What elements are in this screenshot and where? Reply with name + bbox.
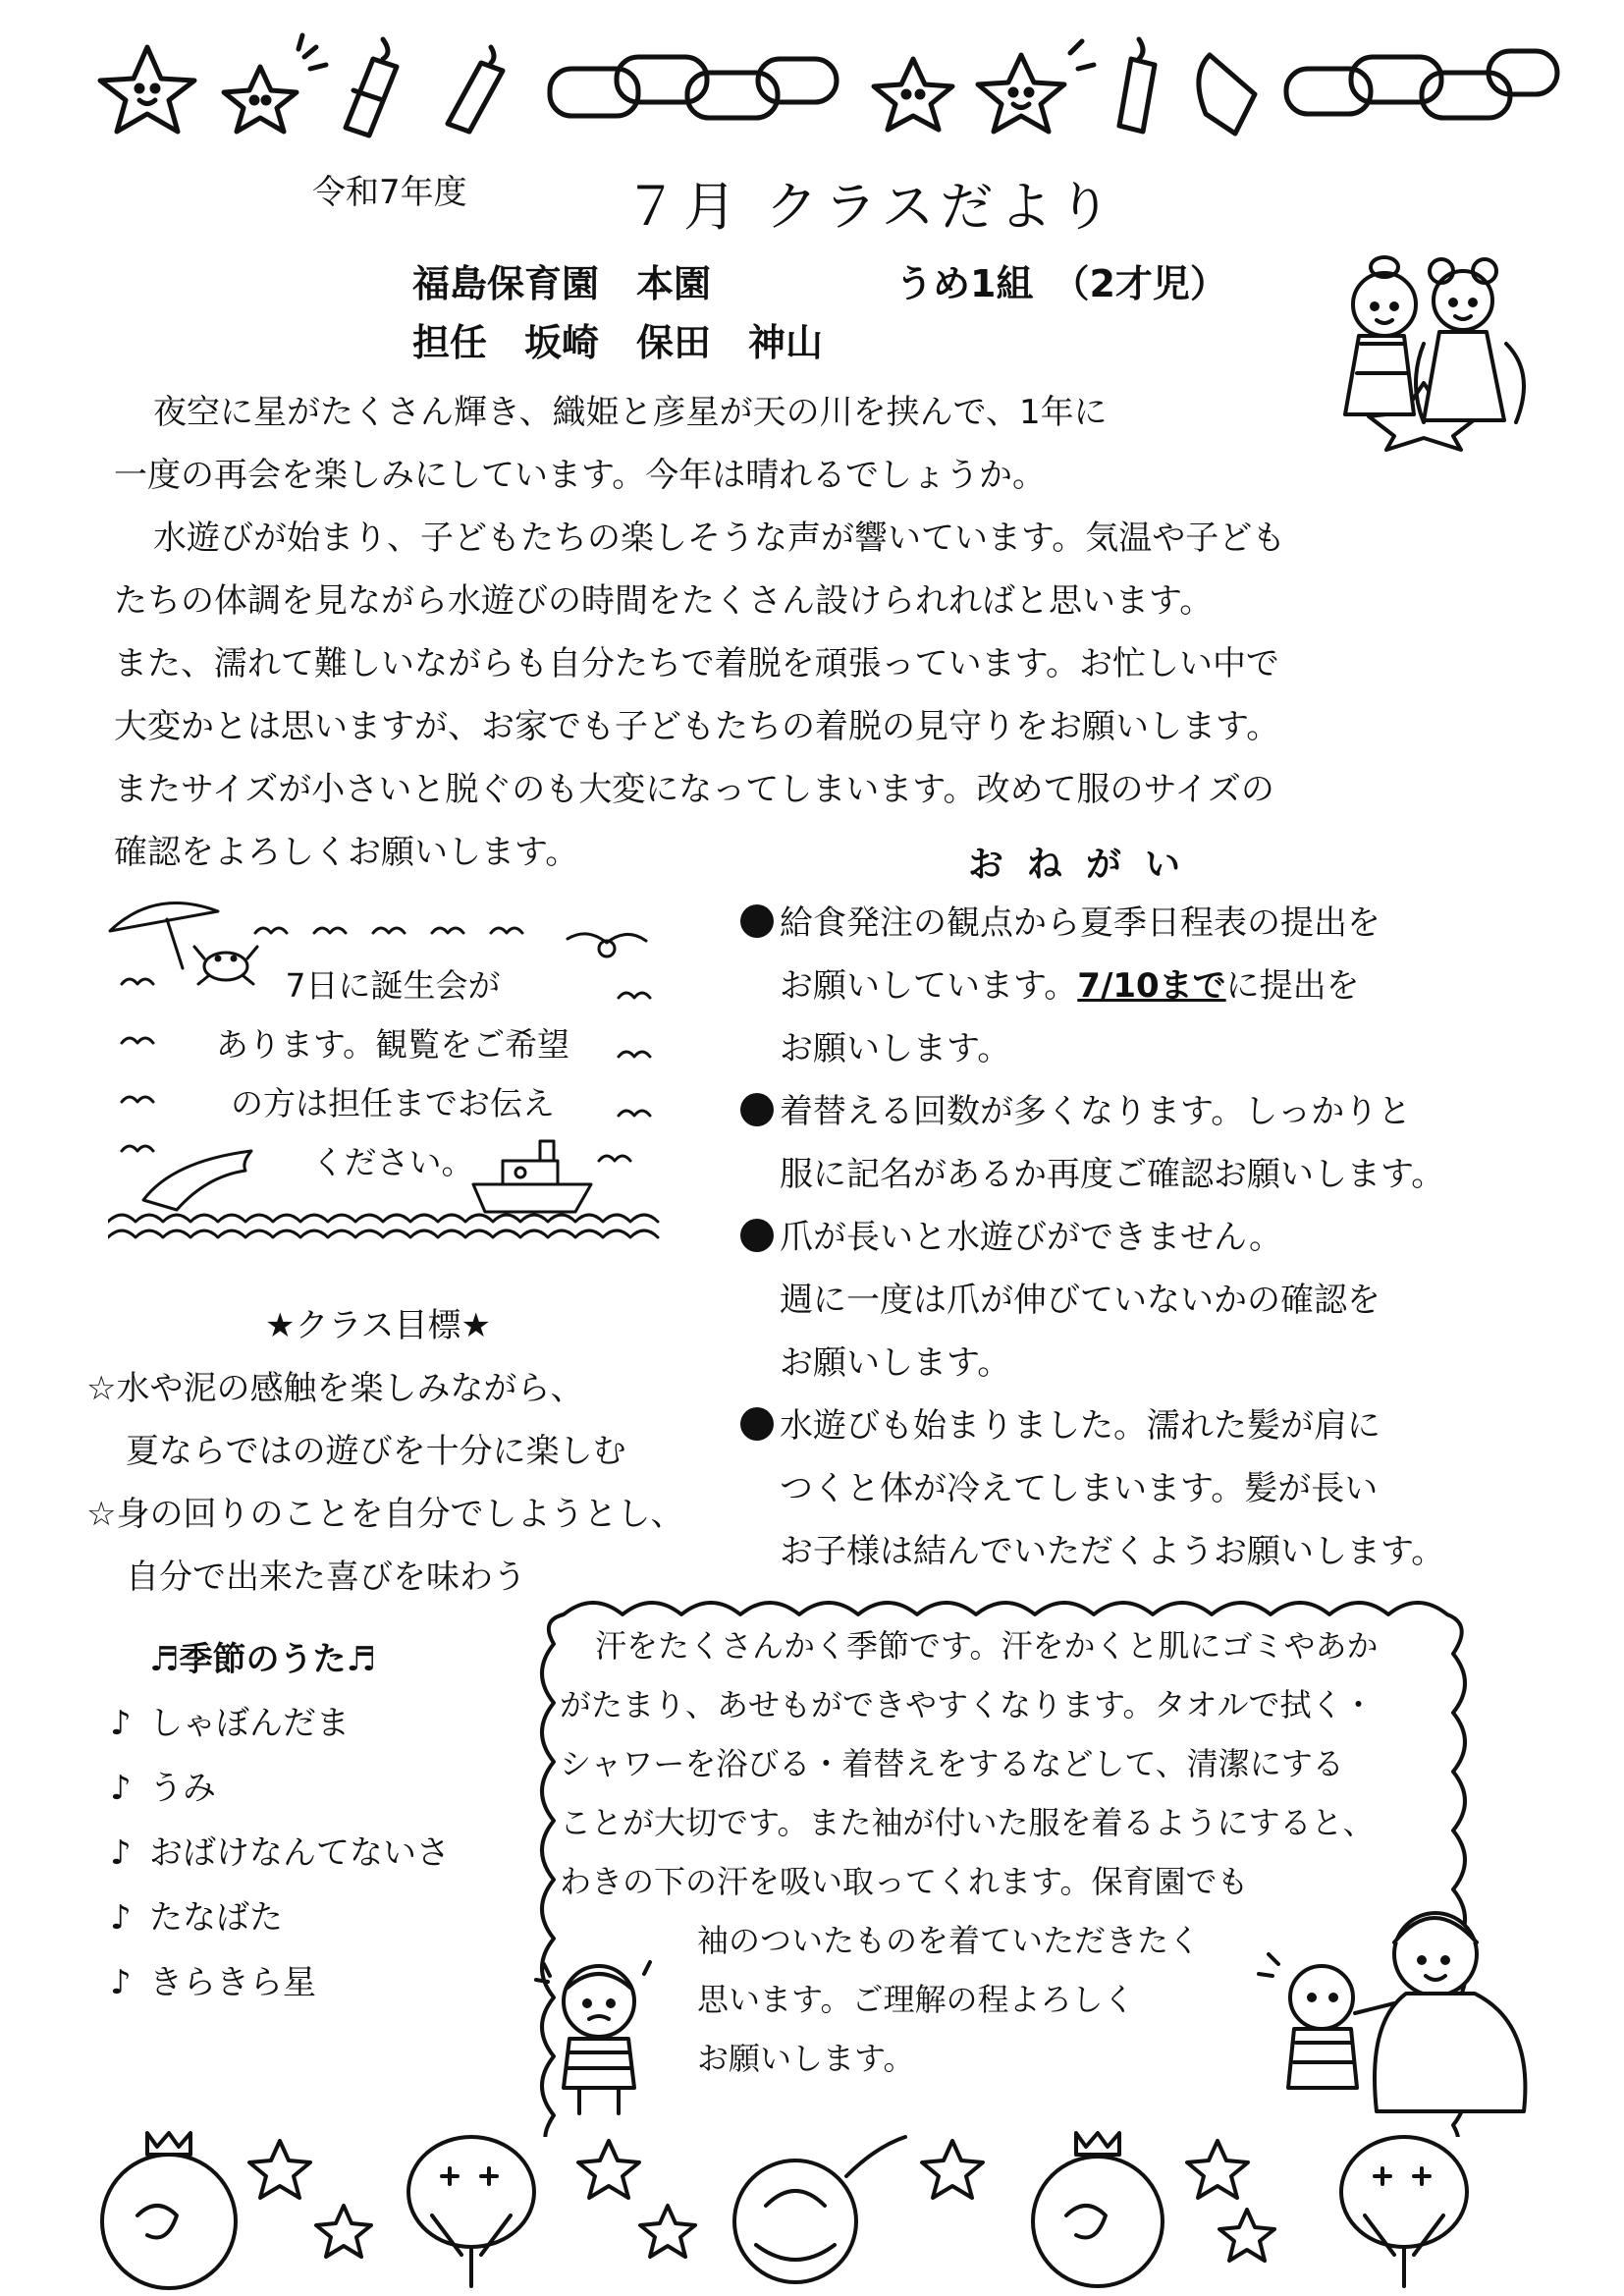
birthday-line: 7日に誕生会が	[285, 966, 501, 1005]
intro-line: 水遊びが始まり、子どもたちの楽しそうな声が響いています。気温や子ども	[153, 519, 1286, 558]
request-item: 給食発注の観点から夏季日程表の提出を お願いしています。7/10までに提出を お願いします。	[740, 892, 1585, 1080]
goal-line: 夏ならではの遊びを十分に楽しむ	[126, 1432, 626, 1471]
school-name: 福島保育園 本園	[412, 262, 712, 305]
class-name: うめ1組 （2才児）	[895, 262, 1227, 305]
birthday-line: ください。	[311, 1143, 474, 1181]
birthday-line: あります。観覧をご希望	[215, 1025, 570, 1064]
request-item: 水遊びも始まりました。濡れた髪が肩に つくと体が冷えてしまいます。髪が長い お子様は結んでいただくようお願いします。	[740, 1394, 1585, 1583]
intro-line: 一度の再会を楽しみにしています。今年は晴れるでしょうか。	[114, 456, 1046, 495]
uchiwa-icon	[1341, 2137, 1467, 2286]
bullet-icon	[740, 1219, 774, 1252]
intro-line: また、濡れて難しいながらも自分たちで着脱を頑張っています。お忙しい中で	[114, 644, 1279, 683]
deadline: 7/10まで	[1077, 966, 1226, 1006]
music-note-icon: ♪	[110, 1704, 132, 1743]
kinchaku-icon	[102, 2133, 236, 2288]
song-item: ♪ たなばた	[110, 1886, 450, 1950]
bullet-icon	[740, 1093, 774, 1126]
star-icon	[249, 2141, 310, 2198]
intro-line: たちの体調を見ながら水遊びの時間をたくさん設けられればと思います。	[114, 581, 1214, 621]
birthday-line: の方は担任までお伝え	[231, 1084, 555, 1122]
seagull-icon	[568, 934, 646, 957]
goal-line: ☆水や泥の感触を楽しみながら、	[86, 1369, 584, 1408]
star-icon	[1219, 2210, 1274, 2261]
request-item: 爪が長いと水遊びができません。 週に一度は爪が伸びていないかの確認を お願いします。	[740, 1206, 1585, 1394]
tanzaku-icon	[346, 39, 397, 136]
caregiver-wiping-child-illustration	[1239, 1895, 1534, 2121]
child-illustration	[530, 1954, 668, 2121]
tanzaku-icon	[1199, 55, 1255, 134]
star-icon	[578, 2141, 639, 2198]
intro-message	[114, 381, 1449, 884]
top-border	[59, 29, 1571, 147]
star-icon	[922, 2141, 983, 2198]
music-note-icon: ♪	[110, 1898, 132, 1938]
class-goals	[86, 1357, 734, 1609]
teachers: 担任 坂崎 保田 神山	[412, 321, 824, 364]
newsletter-title: ７月 クラスだより	[624, 176, 1117, 238]
notice-line: 汗をたくさんかく季節です。汗をかくと肌にゴミやあか	[595, 1627, 1379, 1665]
song-item: ♪ きらきら星	[110, 1950, 450, 2015]
star-icon	[100, 47, 194, 132]
paper-chain-icon	[1286, 51, 1557, 118]
song-item: ♪ うみ	[110, 1756, 450, 1821]
notice-line: シャワーを浴びる・着替えをするなどして、清潔にする	[560, 1745, 1344, 1782]
bullet-icon	[740, 904, 774, 938]
notice-line: 思います。ご理解の程よろしく	[697, 1981, 1135, 2018]
star-icon	[640, 2206, 695, 2257]
class-goals-title: ★クラス目標★	[265, 1306, 491, 1345]
paper-chain-icon	[550, 57, 837, 118]
goal-line: 自分で出来た喜びを味わう	[126, 1558, 526, 1597]
notice-line: 袖のついたものを着ていただきたく	[697, 1922, 1201, 1959]
uchiwa-icon	[408, 2137, 534, 2286]
bullet-icon	[740, 1407, 774, 1441]
seasonal-songs-title: ♬季節のうた♬	[149, 1640, 376, 1679]
star-icon	[874, 59, 952, 130]
star-icon	[1187, 2141, 1248, 2198]
music-note-icon: ♪	[110, 1963, 132, 2002]
tanzaku-icon	[1119, 39, 1155, 132]
kinchaku-icon	[1033, 2133, 1163, 2286]
intro-line: またサイズが小さいと脱ぐのも大変になってしまいます。改めて服のサイズの	[114, 770, 1274, 809]
intro-line: 大変かとは思いますが、お家でも子どもたちの着脱の見守りをお願いします。	[114, 707, 1280, 746]
requests-title: おねがい	[968, 845, 1205, 885]
music-note-icon: ♪	[110, 1833, 132, 1873]
notice-line: がたまり、あせもができやすくなります。タオルで拭く・	[560, 1686, 1375, 1723]
star-icon	[316, 2206, 371, 2257]
song-item: ♪ しゃぼんだま	[110, 1691, 450, 1756]
notice-line: わきの下の汗を吸い取ってくれます。保育園でも	[560, 1863, 1249, 1900]
seasonal-songs	[110, 1691, 450, 2015]
requests-list	[740, 892, 1585, 1583]
fiscal-year: 令和7年度	[312, 173, 467, 212]
notice-line: ことが大切です。また袖が付いた服を着るようにすると、	[560, 1804, 1375, 1841]
bottom-border	[88, 2127, 1542, 2290]
goal-line: ☆身の回りのことを自分でしようとし、	[86, 1495, 684, 1534]
star-icon	[224, 35, 326, 132]
song-item: ♪ おばけなんてないさ	[110, 1821, 450, 1886]
intro-line: 確認をよろしくお願いします。	[114, 833, 579, 872]
birthday-notice	[108, 890, 668, 1243]
star-icon	[978, 41, 1094, 132]
notice-line: お願いします。	[697, 2040, 915, 2077]
tanzaku-icon	[448, 47, 503, 132]
music-note-icon: ♪	[110, 1769, 132, 1808]
intro-line: 夜空に星がたくさん輝き、織姫と彦星が天の川を挟んで、1年に	[153, 393, 1108, 432]
request-item: 着替える回数が多くなります。しっかりと 服に記名があるか再度ご確認お願いします。	[740, 1080, 1585, 1206]
yoyo-balloon-icon	[734, 2137, 905, 2282]
